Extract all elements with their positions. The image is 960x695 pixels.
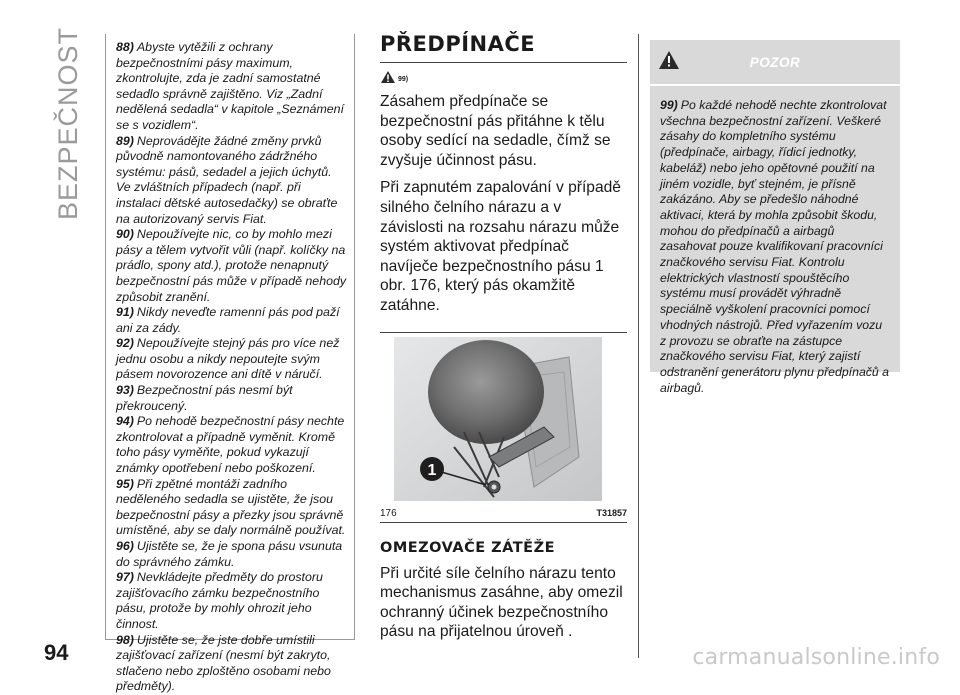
seat-airbag-image	[394, 337, 602, 501]
warning-reference	[380, 70, 627, 88]
figure-callout-1: 1	[427, 461, 437, 479]
note-92: 92) Nepoužívejte stejný pás pro více než jednu osobu a nikdy nepoutejte svým pásem novorozence ani dítě v náručí.	[116, 336, 340, 382]
pretensioner-illustration	[394, 337, 602, 501]
chapter-side-title: BEZPEČNOST	[53, 26, 84, 220]
warning-triangle-icon	[380, 70, 396, 84]
note-95: 95) Při zpětné montáži zadního neděleného sedadla se ujistěte, že jsou bezpečnostní pásy a přezky jsou správně umístěné, aby se daly normálně používat.	[116, 476, 346, 538]
note-91: 91) Nikdy neveďte ramenní pás pod paží ani za zády.	[116, 305, 340, 335]
page-number: 94	[44, 640, 69, 665]
figure-top-rule	[380, 332, 627, 333]
pozor-label: POZOR	[749, 55, 801, 70]
main-column	[380, 30, 627, 650]
note-89: 89) Neprovádějte žádné změny prvků původně namontovaného zádržného systému: pásů, sedadel a jejich úchytů. Ve zvláštních případech (např. při instalaci dětské autosedačky) se obraťte na autorizovaný servis Fiat.	[116, 133, 338, 226]
pozor-note-text: Po každé nehodě nechte zkontrolovat všechna bezpečnostní zařízení. Veškeré zásahy do kompletního systému (předpínače, airbagy, řídicí jednotky, kabeláž) nebo jeho opětovné použití na jiném vozidle, byť stejném, je přísně zakázáno. Aby se předešlo náhodné aktivaci, která by mohla způsobit škodu, mohou do předpínačů a airbagů zasahovat pouze kvalifikovaní pracovníci značkového servisu Fiat. Kontrolu elektrických vlastností spouštěcího systému musí provádět výhradně speciálně vyškolení pracovníci pomocí vhodných nástrojů. Před vyřazením vozu z provozu se obraťte na zástupce značkového servisu Fiat, který zajistí odstranění generátoru plynu předpínačů a airbagů.	[660, 98, 890, 395]
paragraph-1: Zásahem předpínače se bezpečnostní pás přitáhne k tělu osoby sedící na sedadle, čímž se zvyšuje účinnost pásu.	[380, 93, 611, 169]
figure-bottom-rule	[380, 522, 627, 523]
warning-ref-number: 99)	[398, 76, 409, 83]
subsection-paragraph: Při určité síle čelního nárazu tento mechanismus zasáhne, aby omezil ochranný účinek bezpečnostního pásu na přijatelnou úroveň .	[380, 564, 623, 641]
notes-panel	[105, 34, 355, 694]
note-93: 93) Bezpečnostní pás nesmí být překroucený.	[116, 383, 293, 413]
note-88: 88) Abyste vytěžili z ochrany bezpečnostními pásy maximum, zkontrolujte, zda je zadní samostatné sedadlo správně zajištěno. Viz „Zadní nedělená sedadla“ v kapitole „Seznámení se s vozidlem“.	[116, 40, 344, 132]
note-94: 94) Po nehodě bezpečnostní pásy nechte zkontrolovat a případně vyměnit. Kromě toho pásy vyměňte, pokud vykazují známky opotřebení nebo poškození.	[116, 414, 345, 476]
figure-176	[380, 332, 627, 522]
pozor-header	[650, 40, 900, 90]
watermark: carmanualsonline.info	[692, 645, 940, 670]
pozor-divider	[650, 84, 900, 86]
figure-code: T31857	[596, 507, 627, 518]
figure-number: 176	[380, 507, 397, 519]
note-98: 98) Ujistěte se, že jste dobře umístili zajišťovací zařízení (nesmí být zakryto, stlačeno nebo zploštěno osobami nebo předměty).	[116, 632, 331, 694]
subsection-title: OMEZOVAČE ZÁTĚŽE	[380, 539, 555, 556]
note-97: 97) Nevkládejte předměty do prostoru zajišťovacího zámku bezpečnostního pásu, protože by mohly ohrozit jeho činnost.	[116, 570, 323, 631]
pozor-text	[650, 90, 900, 396]
note-96: 96) Ujistěte se, že je spona pásu vsunuta do správného zámku.	[116, 539, 343, 569]
pozor-warning-box	[650, 40, 900, 395]
paragraph-2: Při zapnutém zapalování v případě silného čelního nárazu a v závislosti na rozsahu nárazu může systém aktivovat předpínač navíječe bezpečnostního pásu 1 obr. 176, který pás okamžitě zatáhne.	[380, 179, 621, 314]
note-90: 90) Nepoužívejte nic, co by mohlo mezi pásy a tělem vytvořit vůli (např. kolíčky na prádlo, spony atd.), protože nenapnutý bezpečnostní pás může v případě nehody způsobit zranění.	[116, 227, 347, 304]
pozor-note-number: 99)	[660, 98, 678, 112]
title-rule	[380, 62, 627, 63]
column-divider	[638, 34, 639, 658]
section-title: PŘEDPÍNAČE	[380, 32, 536, 56]
